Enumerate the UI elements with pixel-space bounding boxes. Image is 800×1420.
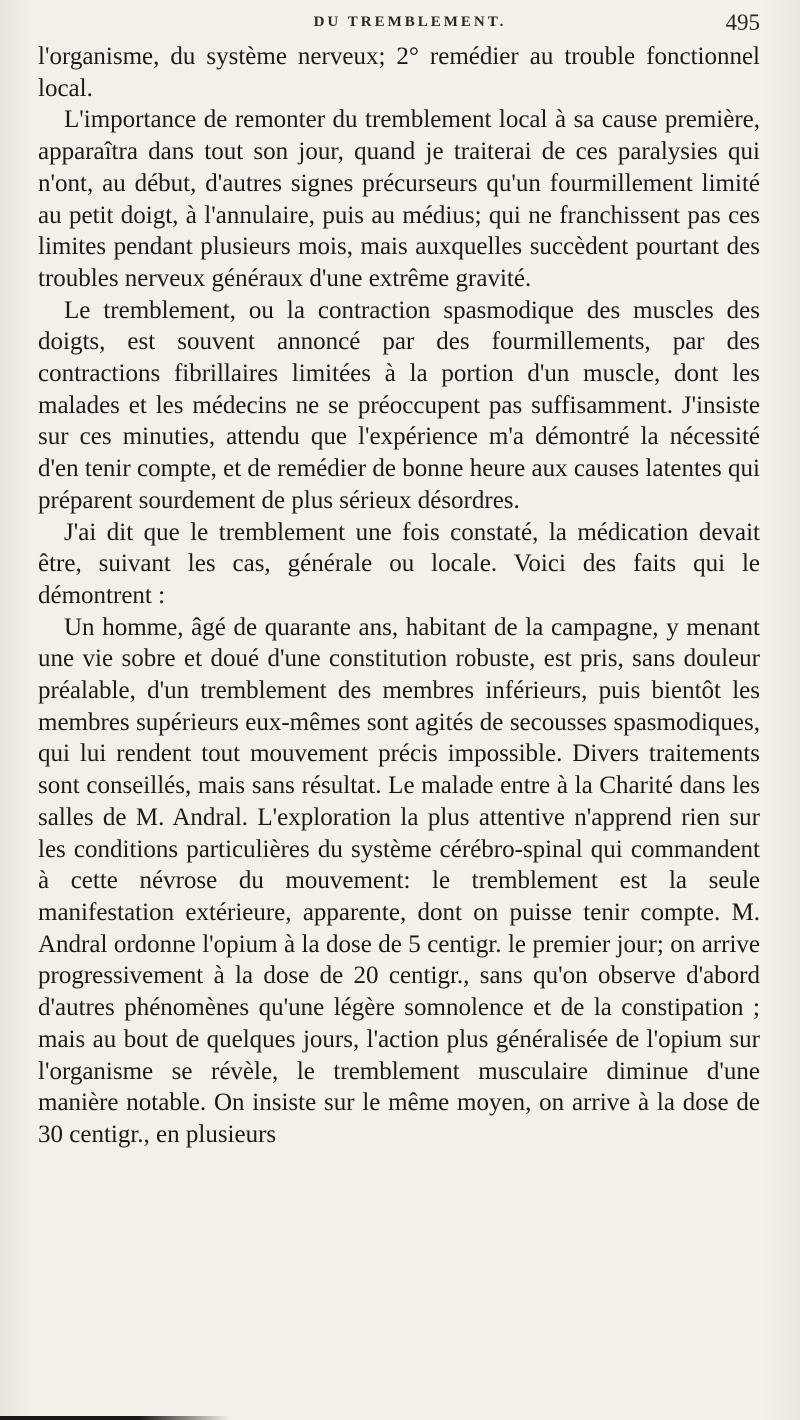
paragraph-tremblement: Le tremblement, ou la contraction spasmodique des muscles des doigts, est souvent annoncé par des fourmillements, par des contractions fibrillaires limitées à la portion d'un muscle, dont les malades et les médecins ne se préoccupent pas suffisamment. J'insiste sur ces minuties, attendu que l'expérience m'a démontré la nécessité d'en tenir compte, et de remédier de bonne heure aux causes latentes qui préparent sourdement de plus sérieux désordres. [38, 296, 760, 514]
paragraph-importance: L'importance de remonter du tremblement local à sa cause première, apparaîtra dans tout son jour, quand je traiterai de ces paralysies qui n'ont, au début, d'autres signes précurseurs qu'un fourmillement limité au petit doigt, à l'annulaire, puis au médius; qui ne franchissent pas ces limites pendant plusieurs mois, mais auxquelles succèdent pourtant des troubles nerveux généraux d'une extrême gravité. [38, 106, 760, 292]
paragraph-case-study: Un homme, âgé de quarante ans, habitant de la campagne, y menant une vie sobre et doué d'une constitution robuste, est pris, sans douleur préalable, d'un tremblement des membres inférieurs, puis bientôt les membres supérieurs eux-mêmes sont agités de secousses spasmodiques, qui lui rendent tout mouvement précis impossible. Divers traitements sont conseillés, mais sans résultat. Le malade entre à la Charité dans les salles de M. Andral. L'exploration la plus attentive n'apprend rien sur les conditions particulières du système cérébro-spinal qui commandent à cette névrose du mouvement: le tremblement est la seule manifestation extérieure, apparente, dont on puisse tenir compte. M. Andral ordonne l'opium à la dose de 5 centigr. le premier jour; on arrive progressivement à la dose de 20 centigr., sans qu'on observe d'abord d'autres phénomènes qu'une légère somnolence et de la constipation ; mais au bout de quelques jours, l'action plus généralisée de l'opium sur l'organisme se révèle, le tremblement musculaire diminue d'une manière notable. On insiste sur le même moyen, on arrive à la dose de 30 centigr., en plusieurs [38, 613, 760, 1148]
page-number: 495 [725, 10, 760, 35]
text-body [38, 41, 760, 1151]
page-edge-shadow [0, 1416, 230, 1420]
running-head [60, 10, 760, 38]
paragraph-medication: J'ai dit que le tremblement une fois constaté, la médication devait être, suivant les cas, générale ou locale. Voici des faits qui le démontrent : [38, 518, 760, 609]
paragraph-continuation: l'organisme, du système nerveux; 2° remédier au trouble fonctionnel local. [38, 43, 760, 102]
running-title: DU TREMBLEMENT. [313, 14, 507, 30]
